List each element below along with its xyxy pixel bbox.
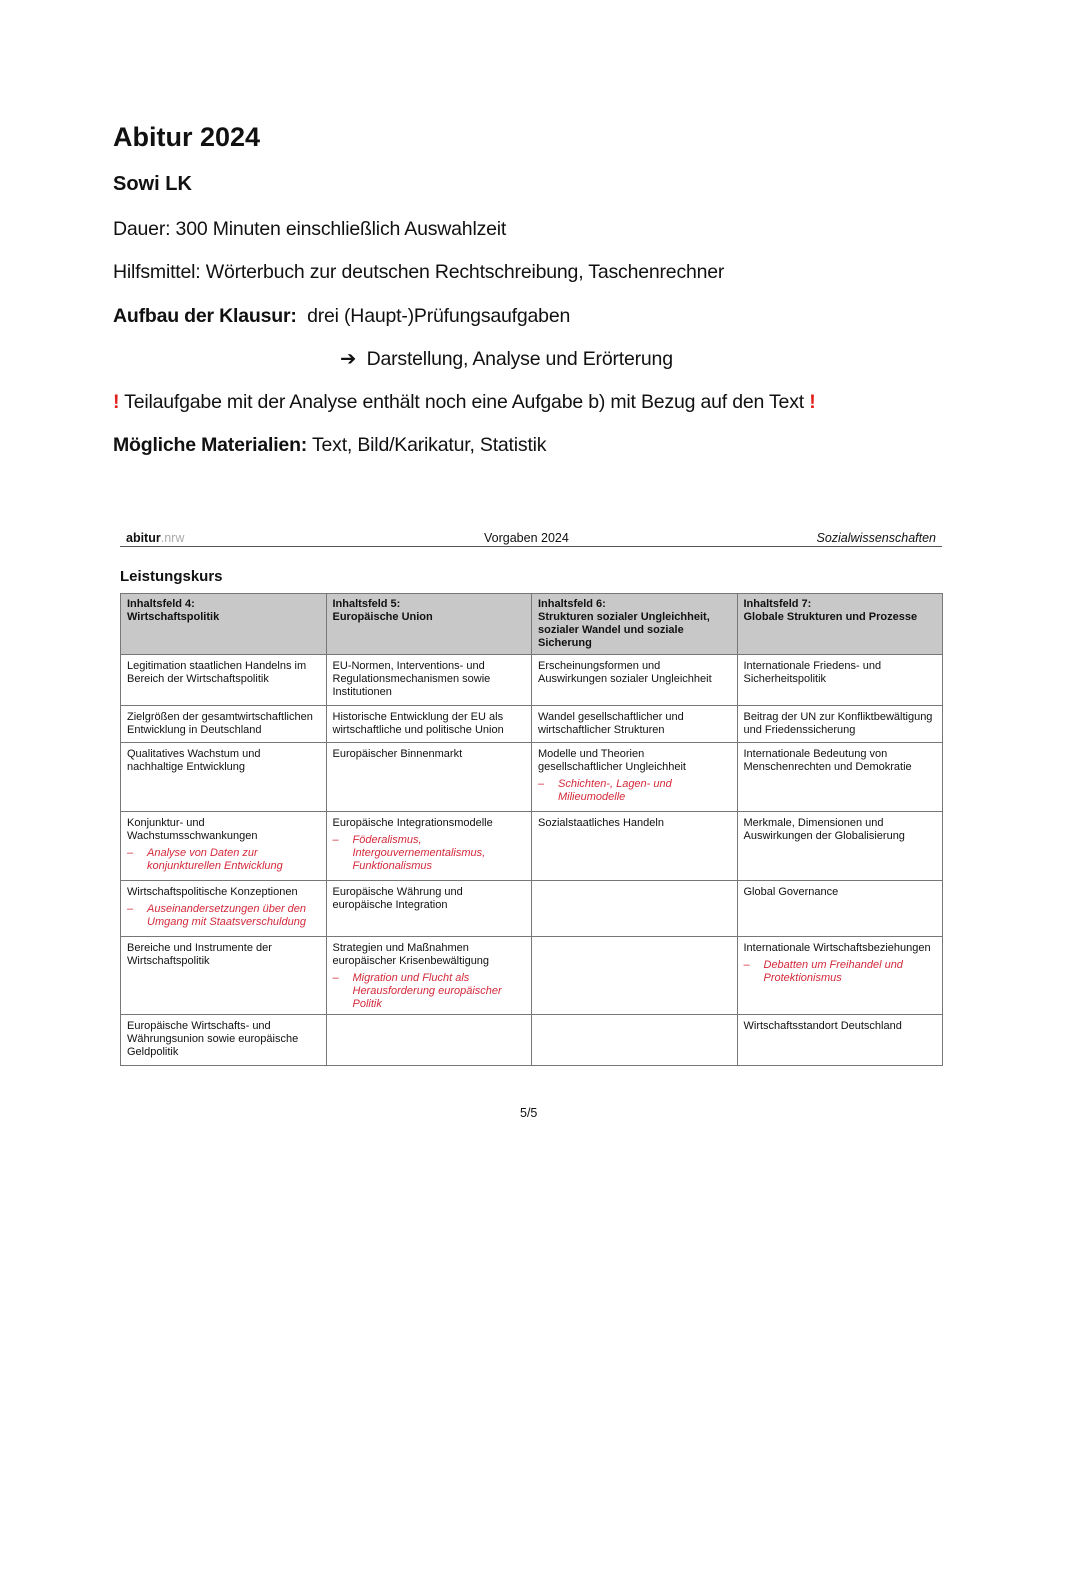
table-cell [737,937,943,1015]
column-header [737,594,943,655]
brand-logo: abitur.nrw [126,531,185,545]
column-name: Wirtschaftspolitik [127,611,220,623]
table-cell [737,743,943,812]
subtitle: Sowi LK [113,173,192,195]
table-row [121,743,943,812]
table-row [121,655,943,706]
exclamation-icon: ! [809,391,816,413]
exclamation-icon: ! [113,391,120,413]
column-header [121,594,327,655]
cell-text: Internationale Friedens- und Sicherheitspolitik [743,660,882,685]
cell-text: Wirtschaftsstandort Deutschland [743,1020,902,1032]
column-label: Inhaltsfeld 6: [538,598,606,610]
table-cell [737,706,943,743]
table-row [121,881,943,937]
cell-text: Europäischer Binnenmarkt [332,748,463,760]
column-name: Strukturen sozialer Ungleichheit, sozialer Wandel und soziale Sicherung [538,611,710,649]
cell-text: Merkmale, Dimensionen und Auswirkungen der Globalisierung [743,817,905,842]
cell-text: Bereiche und Instrumente der Wirtschaftspolitik [127,942,272,967]
column-name: Europäische Union [332,611,433,623]
cell-subtopic [127,847,320,873]
cell-text: Historische Entwicklung der EU als wirtschaftliche und politische Union [332,711,504,736]
document-header [120,530,942,547]
cell-text: Strategien und Maßnahmen europäischer Krisenbewältigung [332,942,490,967]
cell-text: Sozialstaatliches Handeln [538,817,664,829]
cell-subtopic [744,959,937,985]
dash-icon: – [332,972,339,984]
table-cell [326,937,532,1015]
table-cell [121,937,327,1015]
table-cell [532,655,738,706]
dash-icon: – [127,903,134,915]
cell-text: Europäische Integrationsmodelle [332,817,493,829]
subtopic-text: Schichten-, Lagen- und Milieumodelle [558,778,672,803]
cell-text: Europäische Wirtschafts- und Währungsunion sowie europäische Geldpolitik [127,1020,299,1058]
column-label: Inhaltsfeld 7: [743,598,812,610]
cell-text: Konjunktur- und Wachstumsschwankungen [127,817,258,842]
column-header [532,594,738,655]
arrow-icon: ➔ [340,348,357,370]
table-cell [532,937,738,1015]
duration: Dauer: 300 Minuten einschließlich Auswahlzeit [113,218,507,240]
cell-text: EU-Normen, Interventions- und Regulationsmechanismen sowie Institutionen [332,660,491,698]
subtopic-text: Debatten um Freihandel und Protektionismus [763,959,903,984]
table-cell [532,881,738,937]
table-row [121,1015,943,1066]
cell-text: Erscheinungsformen und Auswirkungen sozialer Ungleichheit [538,660,712,685]
materials [113,434,546,457]
course-heading: Leistungskurs [120,568,223,585]
table-cell [121,655,327,706]
header-subject: Sozialwissenschaften [816,531,936,545]
table-cell [532,743,738,812]
curriculum-table [120,593,943,1066]
header-center: Vorgaben 2024 [484,531,569,545]
dash-icon: – [538,778,545,790]
cell-text: Wandel gesellschaftlicher und wirtschaftlicher Strukturen [538,711,684,736]
table-cell [326,706,532,743]
column-header [326,594,532,655]
table-cell [532,1015,738,1066]
subtopic-text: Migration und Flucht als Herausforderung europäischer Politik [352,972,502,1010]
structure-detail-text: Darstellung, Analyse und Erörterung [366,348,673,370]
column-label: Inhaltsfeld 5: [332,598,401,610]
table-cell [737,881,943,937]
table-cell [326,1015,532,1066]
subtopic-text: Auseinandersetzungen über den Umgang mit Staatsverschuldung [147,903,307,928]
cell-subtopic [333,972,526,1011]
table-row [121,937,943,1015]
cell-text: Global Governance [743,886,839,898]
cell-text: Zielgrößen der gesamtwirtschaftlichen Entwicklung in Deutschland [127,711,313,736]
table-cell [326,881,532,937]
cell-subtopic [333,834,526,873]
table-cell [532,812,738,881]
cell-subtopic [127,903,320,929]
table-row [121,706,943,743]
table-cell [532,706,738,743]
structure-value: drei (Haupt-)Prüfungsaufgaben [307,305,571,327]
column-name: Globale Strukturen und Prozesse [743,611,918,623]
cell-text: Beitrag der UN zur Konfliktbewältigung und Friedenssicherung [743,711,933,736]
table-cell [326,655,532,706]
table-cell [326,743,532,812]
table-row [121,812,943,881]
cell-text: Legitimation staatlichen Handelns im Bereich der Wirtschaftspolitik [127,660,307,685]
cell-text: Europäische Währung und europäische Integration [332,886,463,911]
cell-text: Internationale Bedeutung von Menschenrechten und Demokratie [743,748,912,773]
table-cell [326,812,532,881]
page-number: 5/5 [520,1106,538,1120]
dash-icon: – [743,959,750,971]
cell-text: Wirtschaftspolitische Konzeptionen [127,886,298,898]
cell-text: Modelle und Theorien gesellschaftlicher Ungleichheit [538,748,686,773]
structure-detail [340,347,673,371]
table-cell [121,812,327,881]
subtopic-text: Föderalismus, Intergouvernementalismus, Funktionalismus [352,834,486,872]
materials-label: Mögliche Materialien: [113,434,308,456]
exam-structure [113,305,570,328]
column-label: Inhaltsfeld 4: [127,598,195,610]
table-cell [121,1015,327,1066]
table-cell [737,812,943,881]
materials-value: Text, Bild/Karikatur, Statistik [311,434,547,456]
cell-subtopic [538,778,731,804]
subtopic-text: Analyse von Daten zur konjunkturellen Entwicklung [147,847,283,872]
note-text: Teilaufgabe mit der Analyse enthält noch eine Aufgabe b) mit Bezug auf den Text [124,391,804,413]
table-cell [121,881,327,937]
table-cell [121,743,327,812]
cell-text: Internationale Wirtschaftsbeziehungen [743,942,931,954]
dash-icon: – [127,847,134,859]
table-cell [737,1015,943,1066]
page-title: Abitur 2024 [113,122,261,152]
cell-text: Qualitatives Wachstum und nachhaltige Entwicklung [127,748,261,773]
dash-icon: – [332,834,339,846]
structure-label: Aufbau der Klausur: [113,305,297,327]
table-cell [737,655,943,706]
note [113,391,816,414]
table-cell [121,706,327,743]
aids: Hilfsmittel: Wörterbuch zur deutschen Rechtschreibung, Taschenrechner [113,261,725,283]
